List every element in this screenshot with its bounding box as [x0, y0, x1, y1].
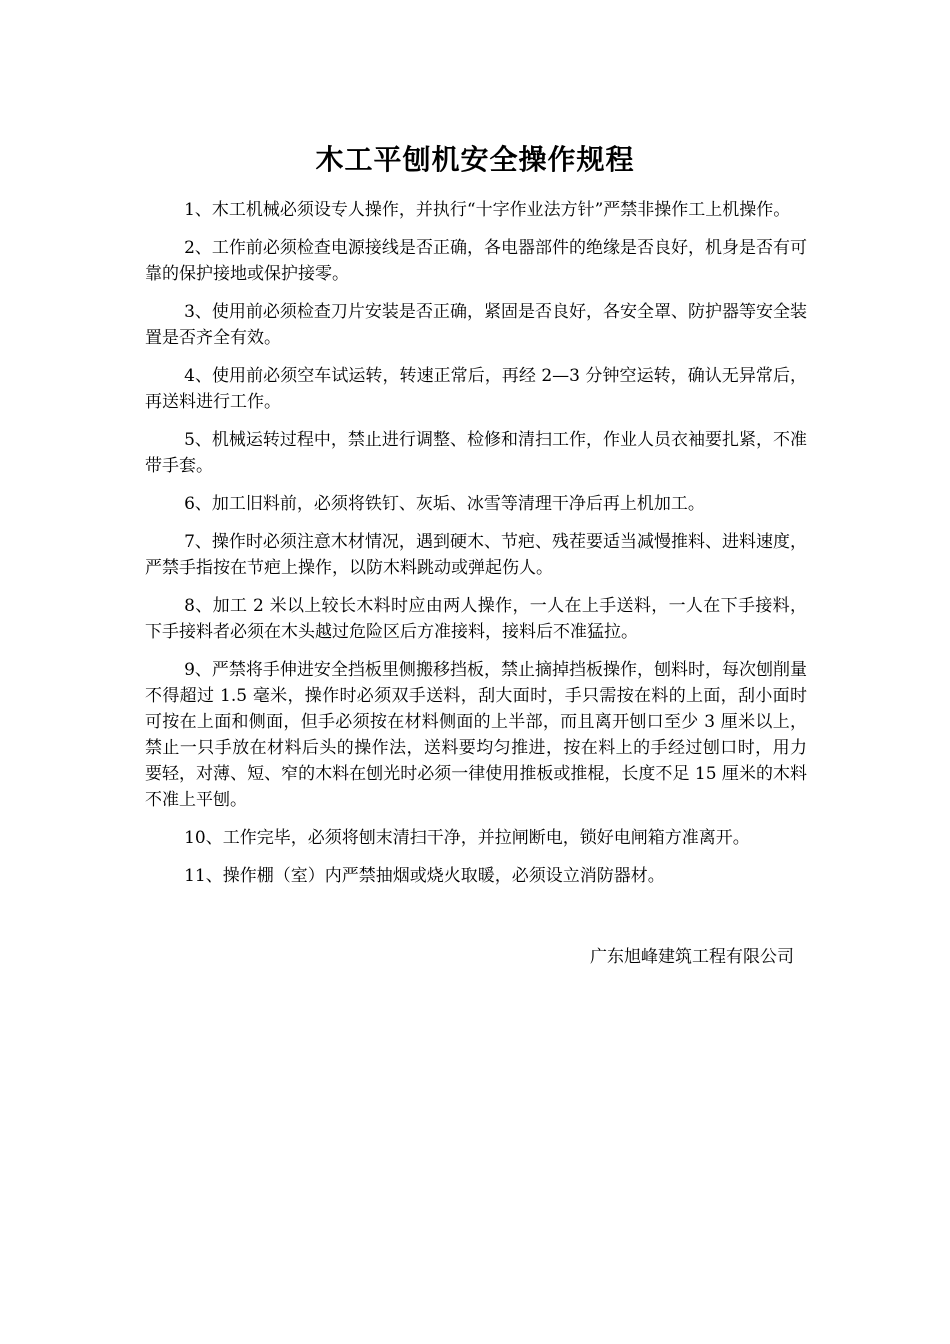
regulation-item-6: 6、加工旧料前，必须将铁钉、灰垢、冰雪等清理干净后再上机加工。 [184, 494, 705, 514]
regulation-item-8: 8、加工 2 米以上较长木料时应由两人操作，一人在上手送料，一人在下手接料，下手接料者必须在木头越过危险区后方准接料，接料后不准猛拉。 [145, 596, 807, 642]
regulation-item-1: 1、木工机械必须设专人操作，并执行“十字作业法方针”严禁非操作工上机操作。 [184, 200, 791, 220]
regulation-item-2: 2、工作前必须检查电源接线是否正确，各电器部件的绝缘是否良好，机身是否有可靠的保护接地或保护接零。 [145, 238, 807, 284]
regulation-item-3: 3、使用前必须检查刀片安装是否正确，紧固是否良好，各安全罩、防护器等安全装置是否齐全有效。 [145, 302, 807, 348]
regulation-item-7: 7、操作时必须注意木材情况，遇到硬木、节疤、残茬要适当减慢推料、进料速度，严禁手指按在节疤上操作，以防木料跳动或弹起伤人。 [145, 532, 807, 578]
company-signature: 广东旭峰建筑工程有限公司 [590, 947, 794, 967]
regulation-item-4: 4、使用前必须空车试运转，转速正常后，再经 2—3 分钟空运转，确认无异常后，再送料进行工作。 [145, 366, 807, 412]
regulation-list [145, 197, 807, 901]
regulation-item-10: 10、工作完毕，必须将刨末清扫干净，并拉闸断电，锁好电闸箱方准离开。 [184, 828, 750, 848]
document-title: 木工平刨机安全操作规程 [315, 143, 635, 176]
regulation-item-5: 5、机械运转过程中，禁止进行调整、检修和清扫工作，作业人员衣袖要扎紧，不准带手套。 [145, 430, 807, 476]
regulation-item-11: 11、操作棚（室）内严禁抽烟或烧火取暖，必须设立消防器材。 [184, 866, 665, 886]
regulation-item-9: 9、严禁将手伸进安全挡板里侧搬移挡板，禁止摘掉挡板操作，刨料时，每次刨削量不得超过 1.5 毫米，操作时必须双手送料，刮大面时，手只需按在料的上面，刮小面时可按在上面和侧面，但手必须按在材料侧面的上半部，而且离开刨口至少 3 厘米以上，禁止一只手放在材料后头的操作法，送料要均匀推进，按在料上的手经过刨口时，用力要轻，对薄、短、窄的木料在刨光时必须一律使用推板或推棍，长度不足 15 厘米的木料不准上平刨。 [145, 660, 807, 810]
